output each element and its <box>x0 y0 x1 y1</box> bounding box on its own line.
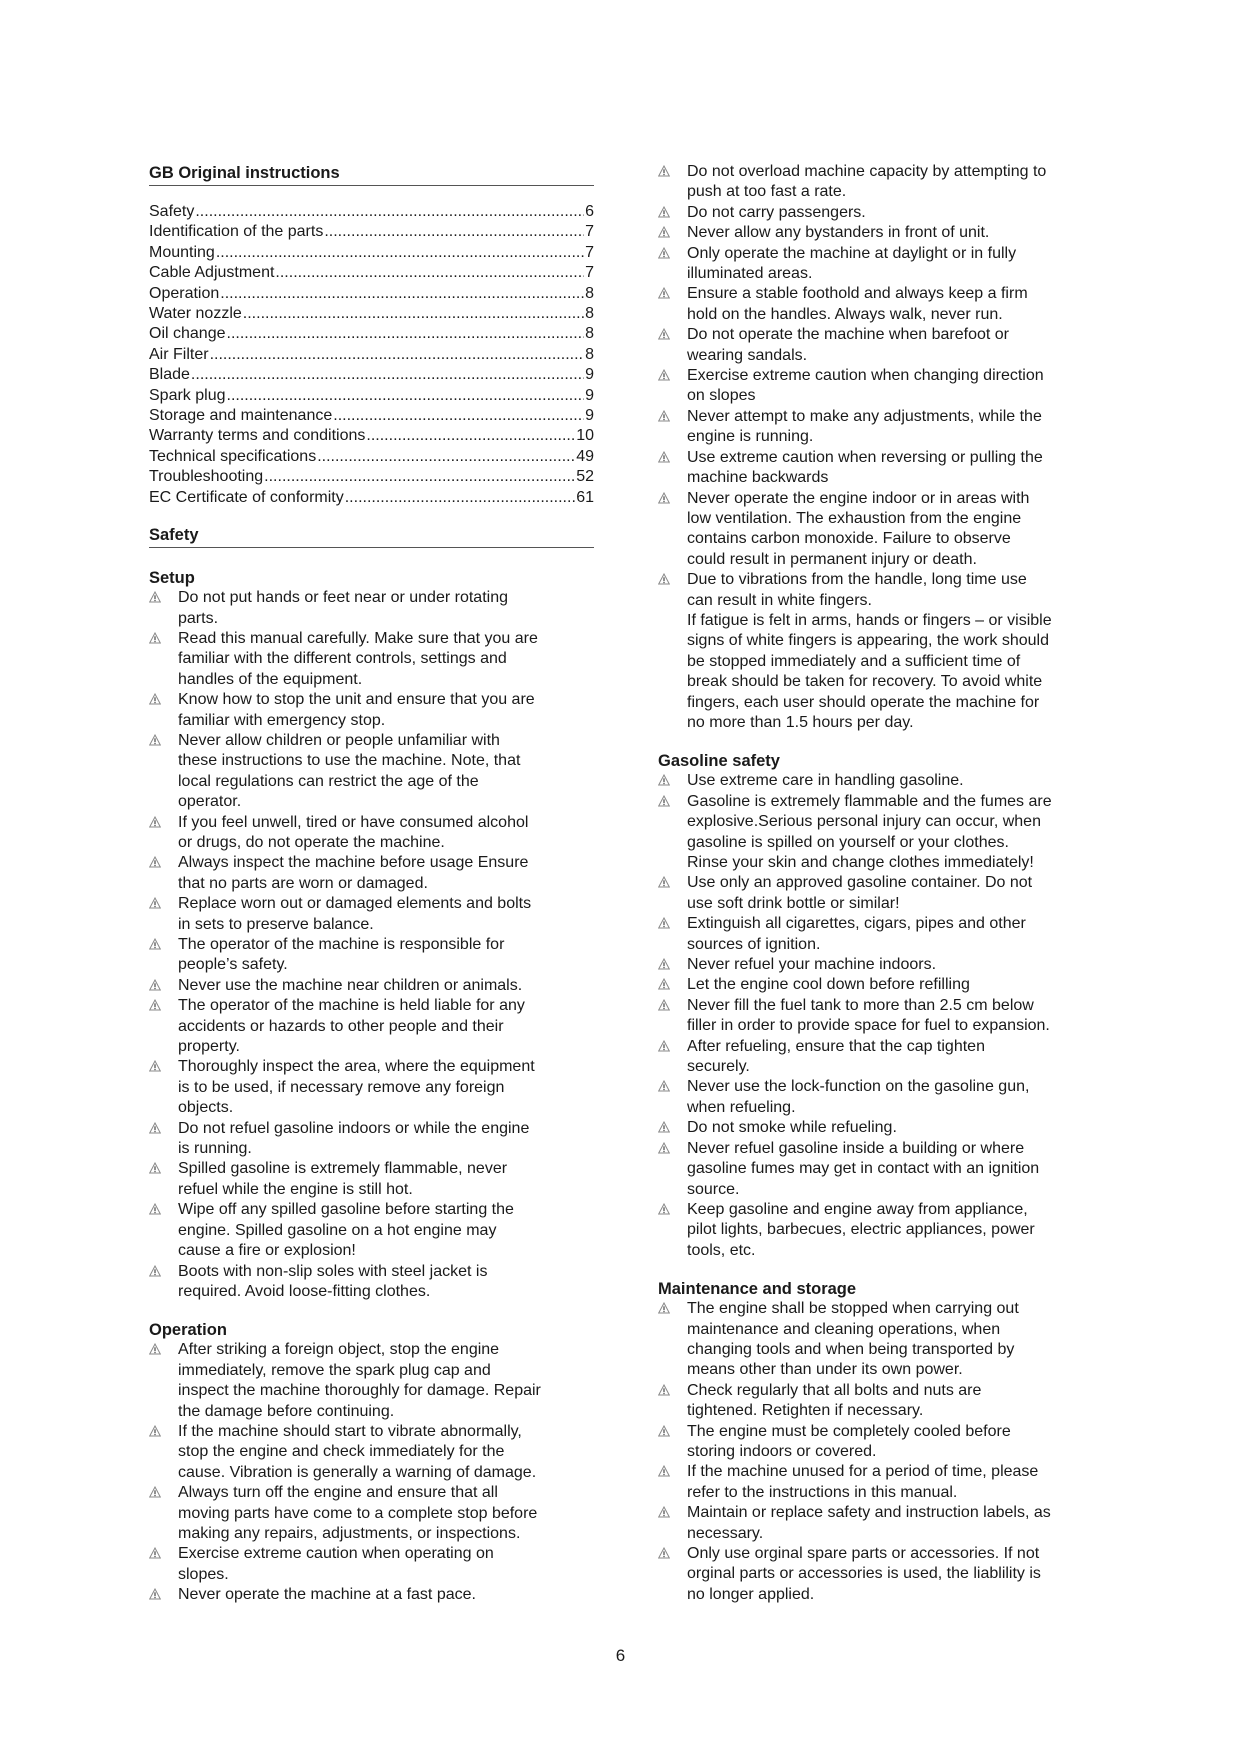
toc-entry-title: Oil change <box>149 325 226 343</box>
toc-entry-title: Identification of the parts <box>149 223 324 241</box>
warning-triangle-icon <box>658 1118 687 1138</box>
toc-entry <box>149 467 594 487</box>
warning-text: Always turn off the engine and ensure that all moving parts have come to a complete stop before making any repairs, adjustments, or inspections. <box>178 1484 538 1542</box>
right-column <box>658 162 1108 1605</box>
warning-text: Exercise extreme caution when changing direction on slopes <box>687 367 1044 405</box>
warning-item <box>658 1299 1108 1381</box>
warning-triangle-icon <box>149 1119 178 1160</box>
warning-text: Do not put hands or feet near or under rotating parts. <box>178 589 508 627</box>
warning-item <box>658 203 1108 223</box>
document-title: GB Original instructions <box>149 163 594 186</box>
warning-triangle-icon <box>658 1422 687 1463</box>
warning-text: Due to vibrations from the handle, long time use can result in white fingers. If fatigue is felt in arms, hands or fingers – or visible signs of white fingers is appearing, the work should be stopped immediately and a sufficient time of break should be taken for recovery. To avoid white fingers, each user should operate the machine for no more than 1.5 hours per day. <box>687 571 1052 731</box>
toc-entry <box>149 365 594 385</box>
operation-heading: Operation <box>149 1321 227 1340</box>
warning-item <box>658 792 1108 874</box>
toc-entry <box>149 202 594 222</box>
toc-leader-dots <box>317 447 575 467</box>
warning-item <box>149 1422 594 1483</box>
warning-item <box>149 894 594 935</box>
warning-text: The engine shall be stopped when carrying out maintenance and cleaning operations, when changing tools and when being transported by means other than under its own power. <box>687 1300 1019 1379</box>
warning-item <box>149 1585 594 1605</box>
toc-entry-page: 9 <box>585 407 594 425</box>
warning-text: Never refuel gasoline inside a building or where gasoline fumes may get in contact with an ignition source. <box>687 1139 1040 1198</box>
warning-item <box>149 1340 594 1422</box>
warning-triangle-icon <box>658 1077 687 1118</box>
warning-text: Do not refuel gasoline indoors or while the engine is running. <box>178 1119 530 1158</box>
warning-triangle-icon <box>658 955 687 975</box>
warning-triangle-icon <box>658 1299 687 1381</box>
warning-text: If the machine should start to vibrate abnormally, stop the engine and check immediately for the cause. Vibration is generally a warning of damage. <box>178 1422 537 1481</box>
warning-triangle-icon <box>658 996 687 1037</box>
warning-triangle-icon <box>658 407 687 448</box>
toc-entry-page: 8 <box>585 325 594 343</box>
toc-leader-dots <box>264 467 575 487</box>
warning-text: Extinguish all cigarettes, cigars, pipes and other sources of ignition. <box>687 915 1026 953</box>
warning-triangle-icon <box>658 1381 687 1422</box>
warning-item <box>658 223 1108 243</box>
warning-item <box>149 1057 594 1118</box>
warning-text: Gasoline is extremely flammable and the fumes are explosive.Serious personal injury can occur, when gasoline is spilled on yourself or your clothes. Rinse your skin and change clothes immediately! <box>687 792 1052 871</box>
toc-entry-page: 8 <box>585 305 594 323</box>
toc-entry <box>149 426 594 446</box>
warning-text: Do not operate the machine when barefoot or wearing sandals. <box>687 326 1009 364</box>
warning-item <box>149 935 594 976</box>
warning-item <box>658 1544 1108 1605</box>
toc-entry-page: 8 <box>585 345 594 363</box>
warning-text: Never refuel your machine indoors. <box>687 956 937 974</box>
operation-list <box>149 1340 594 1605</box>
warning-item <box>149 731 594 813</box>
warning-item <box>658 771 1108 791</box>
warning-triangle-icon <box>149 588 178 629</box>
toc-entry-title: Troubleshooting <box>149 468 264 486</box>
warning-item <box>658 1037 1108 1078</box>
warning-item <box>658 448 1108 489</box>
warning-item <box>658 1139 1108 1200</box>
warning-triangle-icon <box>658 1503 687 1544</box>
warning-item <box>149 1159 594 1200</box>
toc-entry-page: 7 <box>585 243 594 261</box>
warning-triangle-icon <box>658 448 687 489</box>
warning-item <box>658 1503 1108 1544</box>
toc-leader-dots <box>220 284 584 304</box>
warning-text: Never attempt to make any adjustments, while the engine is running. <box>687 407 1042 446</box>
maintenance-storage-list <box>658 1299 1108 1605</box>
warning-item <box>658 570 1108 733</box>
toc-entry-title: Safety <box>149 203 195 220</box>
warning-item <box>149 976 594 996</box>
warning-item <box>658 407 1108 448</box>
warning-item <box>658 975 1108 995</box>
warning-item <box>658 1381 1108 1422</box>
toc-entry-title: Warranty terms and conditions <box>149 427 366 445</box>
warning-item <box>658 325 1108 366</box>
warning-triangle-icon <box>149 894 178 935</box>
warning-item <box>658 489 1108 571</box>
warning-text: The operator of the machine is held liable for any accidents or hazards to other people and their property. <box>178 997 525 1056</box>
toc-entry <box>149 263 594 283</box>
warning-text: Do not smoke while refueling. <box>687 1119 897 1137</box>
warning-triangle-icon <box>149 690 178 731</box>
warning-text: Never use the machine near children or animals. <box>178 976 523 994</box>
warning-text: Boots with non-slip soles with steel jacket is required. Avoid loose-fitting clothes. <box>178 1262 488 1300</box>
warning-triangle-icon <box>658 771 687 791</box>
warning-item <box>658 1118 1108 1138</box>
toc-leader-dots <box>366 426 575 446</box>
warning-item <box>658 284 1108 325</box>
toc-leader-dots <box>275 263 584 283</box>
warning-text: Check regularly that all bolts and nuts are tightened. Retighten if necessary. <box>687 1381 982 1420</box>
toc-entry-page: 61 <box>576 488 594 506</box>
warning-item <box>149 1200 594 1261</box>
warning-item <box>658 914 1108 955</box>
warning-triangle-icon <box>658 914 687 955</box>
setup-list <box>149 588 594 1302</box>
toc-entry-title: Technical specifications <box>149 447 317 465</box>
warning-text: Never allow children or people unfamiliar with these instructions to use the machine. Note, that local regulations can restrict the age of the operator. <box>178 731 521 811</box>
warning-triangle-icon <box>658 1200 687 1261</box>
warning-text: If you feel unwell, tired or have consumed alcohol or drugs, do not operate the machine. <box>178 813 529 851</box>
warning-item <box>149 588 594 629</box>
warning-text: Thoroughly inspect the area, where the equipment is to be used, if necessary remove any foreign objects. <box>178 1058 535 1117</box>
toc-entry <box>149 488 594 508</box>
toc-entry-page: 52 <box>576 468 594 486</box>
warning-text: Maintain or replace safety and instruction labels, as necessary. <box>687 1504 1051 1542</box>
toc-entry-title: Operation <box>149 284 220 302</box>
warning-triangle-icon <box>149 935 178 976</box>
warning-text: Do not carry passengers. <box>687 203 866 221</box>
toc-leader-dots <box>227 324 585 344</box>
warning-text: Never allow any bystanders in front of unit. <box>687 224 990 242</box>
toc-entry-title: Water nozzle <box>149 305 242 323</box>
warning-triangle-icon <box>149 1340 178 1422</box>
warning-triangle-icon <box>149 1585 178 1605</box>
warning-text: Ensure a stable foothold and always keep a firm hold on the handles. Always walk, never run. <box>687 285 1028 323</box>
warning-text: Spilled gasoline is extremely flammable, never refuel while the engine is still hot. <box>178 1160 508 1198</box>
warning-triangle-icon <box>658 873 687 914</box>
warning-triangle-icon <box>149 629 178 690</box>
warning-item <box>149 629 594 690</box>
toc-leader-dots <box>227 386 585 406</box>
toc-entry-page: 9 <box>585 366 594 384</box>
warning-triangle-icon <box>658 1544 687 1605</box>
warning-triangle-icon <box>149 1483 178 1544</box>
operation-list-continued <box>658 162 1108 733</box>
warning-item <box>658 1200 1108 1261</box>
warning-text: The operator of the machine is responsible for people’s safety. <box>178 936 505 974</box>
warning-item <box>149 1119 594 1160</box>
toc-leader-dots <box>191 365 584 385</box>
toc-entry-page: 8 <box>585 284 594 302</box>
warning-item <box>149 813 594 854</box>
warning-item <box>658 1462 1108 1503</box>
warning-text: Never operate the engine indoor or in areas with low ventilation. The exhaustion from the engine contains carbon monoxide. Failure to observe could result in permanent injury or death. <box>687 489 1030 568</box>
toc-entry <box>149 324 594 344</box>
warning-triangle-icon <box>658 570 687 733</box>
warning-item <box>149 690 594 731</box>
warning-triangle-icon <box>658 1462 687 1503</box>
safety-heading: Safety <box>149 525 594 548</box>
toc-entry-page: 49 <box>576 447 594 465</box>
warning-triangle-icon <box>149 1200 178 1261</box>
warning-text: Exercise extreme caution when operating on slopes. <box>178 1545 494 1583</box>
page-number: 6 <box>615 1646 626 1665</box>
warning-text: If the machine unused for a period of time, please refer to the instructions in this manual. <box>687 1463 1039 1501</box>
toc-entry <box>149 406 594 426</box>
toc-entry <box>149 386 594 406</box>
warning-item <box>658 955 1108 975</box>
warning-text: Use only an approved gasoline container. Do not use soft drink bottle or similar! <box>687 874 1033 912</box>
warning-triangle-icon <box>658 489 687 571</box>
warning-triangle-icon <box>658 792 687 874</box>
warning-text: Never use the lock-function on the gasoline gun, when refueling. <box>687 1078 1030 1116</box>
warning-item <box>149 1262 594 1303</box>
toc-entry-title: Cable Adjustment <box>149 264 275 282</box>
toc-entry <box>149 345 594 365</box>
warning-item <box>149 996 594 1057</box>
toc-entry-title: Spark plug <box>149 386 226 404</box>
warning-triangle-icon <box>149 1262 178 1303</box>
warning-triangle-icon <box>658 223 687 243</box>
warning-text: Only use orginal spare parts or accessories. If not orginal parts or accessories is used, the liablility is no longer applied. <box>687 1545 1041 1603</box>
warning-text: Never operate the machine at a fast pace. <box>178 1586 476 1604</box>
warning-triangle-icon <box>149 813 178 854</box>
warning-text: The engine must be completely cooled before storing indoors or covered. <box>687 1422 1011 1460</box>
warning-text: Read this manual carefully. Make sure that you are familiar with the different controls, settings and handles of the equipment. <box>178 629 538 688</box>
toc-entry-title: Air Filter <box>149 345 209 363</box>
warning-text: Always inspect the machine before usage Ensure that no parts are worn or damaged. <box>178 854 529 892</box>
warning-text: Keep gasoline and engine away from appliance, pilot lights, barbecues, electric appliances, power tools, etc. <box>687 1200 1035 1259</box>
warning-item <box>658 366 1108 407</box>
table-of-contents <box>149 202 594 508</box>
toc-entry-title: Blade <box>149 366 190 384</box>
toc-entry-title: Mounting <box>149 243 215 261</box>
warning-triangle-icon <box>149 996 178 1057</box>
toc-entry <box>149 222 594 242</box>
toc-entry <box>149 304 594 324</box>
warning-triangle-icon <box>658 162 687 203</box>
warning-item <box>658 1422 1108 1463</box>
toc-entry-page: 10 <box>576 427 594 445</box>
warning-item <box>658 996 1108 1037</box>
warning-item <box>149 1483 594 1544</box>
maintenance-storage-heading: Maintenance and storage <box>658 1280 857 1299</box>
warning-triangle-icon <box>149 1057 178 1118</box>
warning-triangle-icon <box>149 1422 178 1483</box>
toc-entry-title: Storage and maintenance <box>149 407 333 425</box>
warning-text: After striking a foreign object, stop the engine immediately, remove the spark plug cap and inspect the machine thoroughly for damage. Repair the damage before continuing. <box>178 1341 541 1420</box>
left-column <box>149 163 594 1606</box>
toc-leader-dots <box>243 304 584 324</box>
warning-triangle-icon <box>658 975 687 995</box>
warning-item <box>658 244 1108 285</box>
toc-entry-page: 7 <box>585 264 594 282</box>
warning-item <box>658 873 1108 914</box>
warning-text: Only operate the machine at daylight or in fully illuminated areas. <box>687 244 1017 283</box>
toc-entry-page: 7 <box>585 223 594 241</box>
toc-entry-title: EC Certificate of conformity <box>149 488 344 506</box>
warning-item <box>658 1077 1108 1118</box>
warning-triangle-icon <box>149 853 178 894</box>
warning-text: Use extreme caution when reversing or pulling the machine backwards <box>687 448 1043 487</box>
toc-entry <box>149 243 594 263</box>
toc-leader-dots <box>195 202 584 222</box>
warning-text: After refueling, ensure that the cap tighten securely. <box>687 1037 985 1076</box>
warning-triangle-icon <box>149 976 178 996</box>
toc-leader-dots <box>210 345 585 365</box>
toc-entry <box>149 284 594 304</box>
gasoline-safety-list <box>658 771 1108 1261</box>
warning-text: Do not overload machine capacity by attempting to push at too fast a rate. <box>687 163 1047 201</box>
warning-text: Replace worn out or damaged elements and bolts in sets to preserve balance. <box>178 895 532 933</box>
toc-entry-page: 9 <box>585 386 594 404</box>
gasoline-safety-heading: Gasoline safety <box>658 752 780 771</box>
warning-item <box>658 162 1108 203</box>
warning-triangle-icon <box>149 731 178 813</box>
warning-triangle-icon <box>658 244 687 285</box>
toc-leader-dots <box>216 243 584 263</box>
warning-triangle-icon <box>658 1139 687 1200</box>
warning-item <box>149 853 594 894</box>
warning-text: Know how to stop the unit and ensure that you are familiar with emergency stop. <box>178 691 535 729</box>
warning-triangle-icon <box>658 1037 687 1078</box>
toc-entry <box>149 447 594 467</box>
toc-leader-dots <box>345 488 575 508</box>
warning-text: Never fill the fuel tank to more than 2.5 cm below filler in order to provide space for fuel to expansion. <box>687 996 1050 1035</box>
setup-heading: Setup <box>149 569 195 588</box>
warning-triangle-icon <box>658 366 687 407</box>
toc-leader-dots <box>333 406 584 426</box>
warning-triangle-icon <box>149 1544 178 1585</box>
warning-text: Use extreme care in handling gasoline. <box>687 772 964 790</box>
toc-leader-dots <box>324 222 584 242</box>
warning-triangle-icon <box>149 1159 178 1200</box>
toc-entry-page: 6 <box>585 203 594 220</box>
warning-text: Wipe off any spilled gasoline before starting the engine. Spilled gasoline on a hot engine may cause a fire or explosion! <box>178 1201 514 1260</box>
warning-triangle-icon <box>658 203 687 223</box>
warning-triangle-icon <box>658 284 687 325</box>
warning-triangle-icon <box>658 325 687 366</box>
warning-text: Let the engine cool down before refilling <box>687 976 970 994</box>
warning-item <box>149 1544 594 1585</box>
